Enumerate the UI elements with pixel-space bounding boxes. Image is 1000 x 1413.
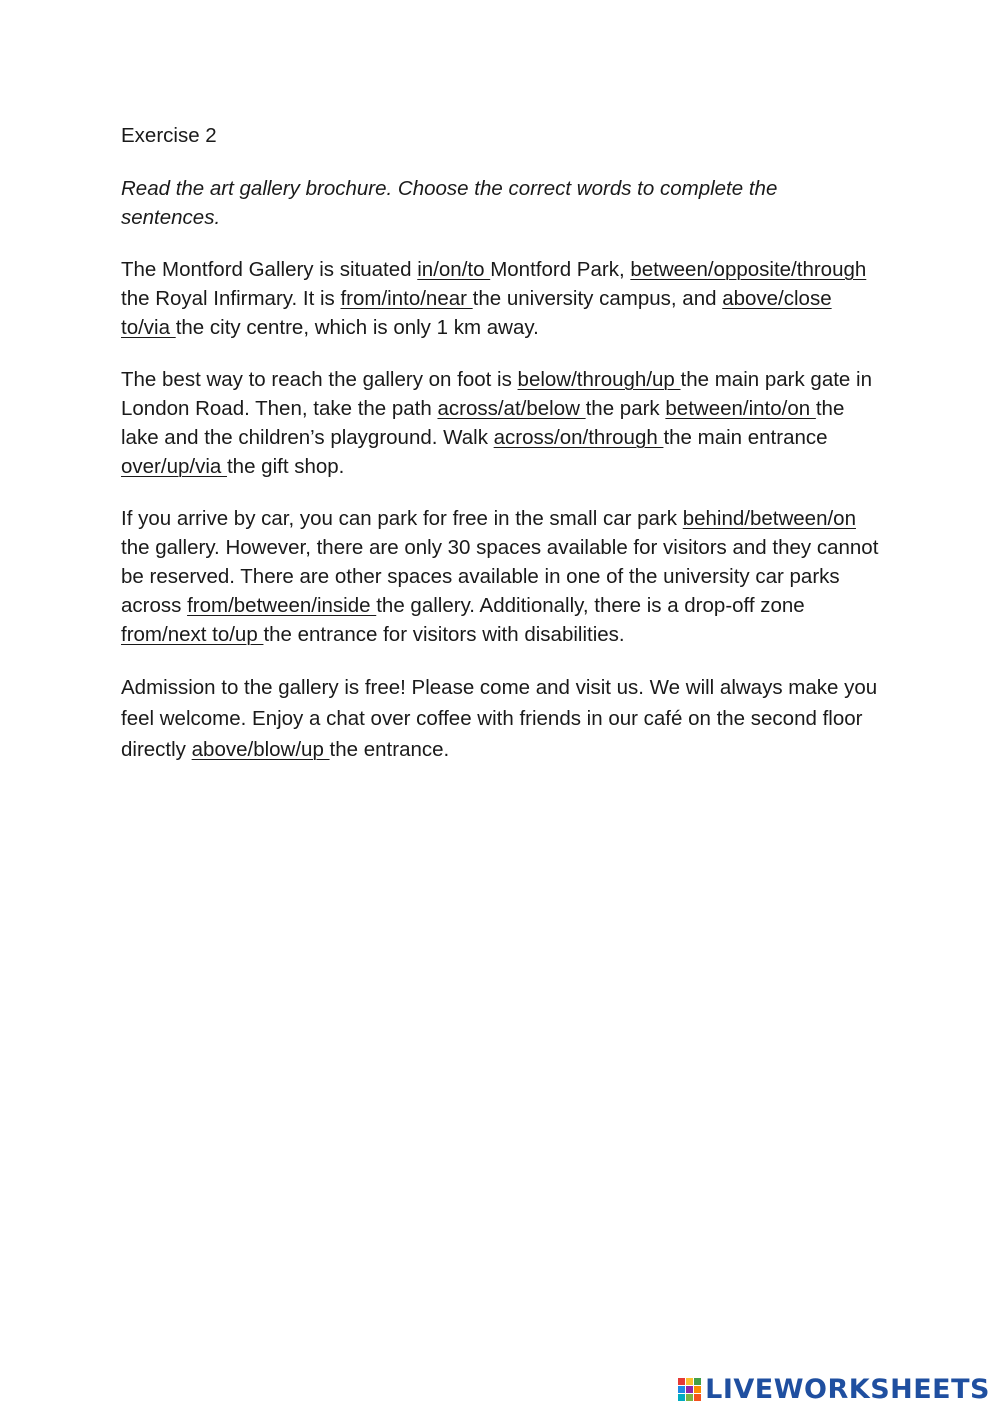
text: the entrance.	[329, 738, 450, 761]
answer-choice[interactable]: between/into/on	[665, 397, 816, 420]
worksheet	[121, 121, 881, 788]
logo-square	[686, 1386, 693, 1393]
text: the gallery. Additionally, there is a drop-off zone	[376, 594, 805, 617]
logo-square	[694, 1378, 701, 1385]
text: The Montford Gallery is situated	[121, 258, 418, 281]
instructions: Read the art gallery brochure. Choose the correct words to complete the sentences.	[121, 177, 778, 229]
logo-square	[694, 1386, 701, 1393]
text: the Royal Infirmary. It is	[121, 287, 341, 310]
logo-square	[686, 1378, 693, 1385]
paragraph-2	[121, 365, 881, 481]
paragraph-1	[121, 255, 881, 342]
paragraph-4	[121, 672, 881, 765]
text: the lake and the children’s playground. Walk	[121, 397, 845, 449]
text: the main entrance	[663, 426, 828, 449]
answer-choice[interactable]: above/close to/via	[121, 287, 832, 339]
logo-square	[678, 1378, 685, 1385]
text: Montford Park,	[490, 258, 631, 281]
text: the university campus, and	[472, 287, 723, 310]
logo-grid-icon	[678, 1378, 701, 1401]
text: If you arrive by car, you can park for free in the small car park	[121, 507, 683, 530]
paragraph-3	[121, 504, 881, 649]
exercise-heading: Exercise 2	[121, 124, 217, 147]
text: the gallery. However, there are only 30 spaces available for visitors and they cannot be reserved. There are other spaces available in one of the university car parks across	[121, 536, 879, 617]
answer-choice[interactable]: across/on/through	[493, 426, 664, 449]
answer-choice[interactable]: below/through/up	[517, 368, 681, 391]
logo-square	[694, 1394, 701, 1401]
logo-square	[678, 1394, 685, 1401]
text: the city centre, which is only 1 km away.	[175, 316, 539, 339]
answer-choice[interactable]: from/between/inside	[187, 594, 377, 617]
logo-square	[678, 1386, 685, 1393]
answer-choice[interactable]: from/into/near	[340, 287, 473, 310]
text: the entrance for visitors with disabilities.	[263, 623, 625, 646]
answer-choice[interactable]: above/blow/up	[191, 738, 330, 761]
answer-choice[interactable]: in/on/to	[417, 258, 491, 281]
logo-square	[686, 1394, 693, 1401]
answer-choice[interactable]: from/next to/up	[121, 623, 264, 646]
answer-choice[interactable]: between/opposite/through	[630, 258, 867, 281]
logo-text: LIVEWORKSHEETS	[705, 1374, 990, 1405]
text: The best way to reach the gallery on foot is	[121, 368, 518, 391]
text: the main park gate in London Road. Then, take the path	[121, 368, 872, 420]
liveworksheets-logo[interactable]	[678, 1374, 990, 1405]
text: Admission to the gallery is free! Please come and visit us. We will always make you feel welcome. Enjoy a chat over coffee with friends in our café on the second floor directly	[121, 676, 878, 761]
answer-choice[interactable]: across/at/below	[437, 397, 586, 420]
text: the park	[585, 397, 666, 420]
answer-choice[interactable]: over/up/via	[121, 455, 227, 478]
answer-choice[interactable]: behind/between/on	[682, 507, 856, 530]
text: the gift shop.	[226, 455, 345, 478]
